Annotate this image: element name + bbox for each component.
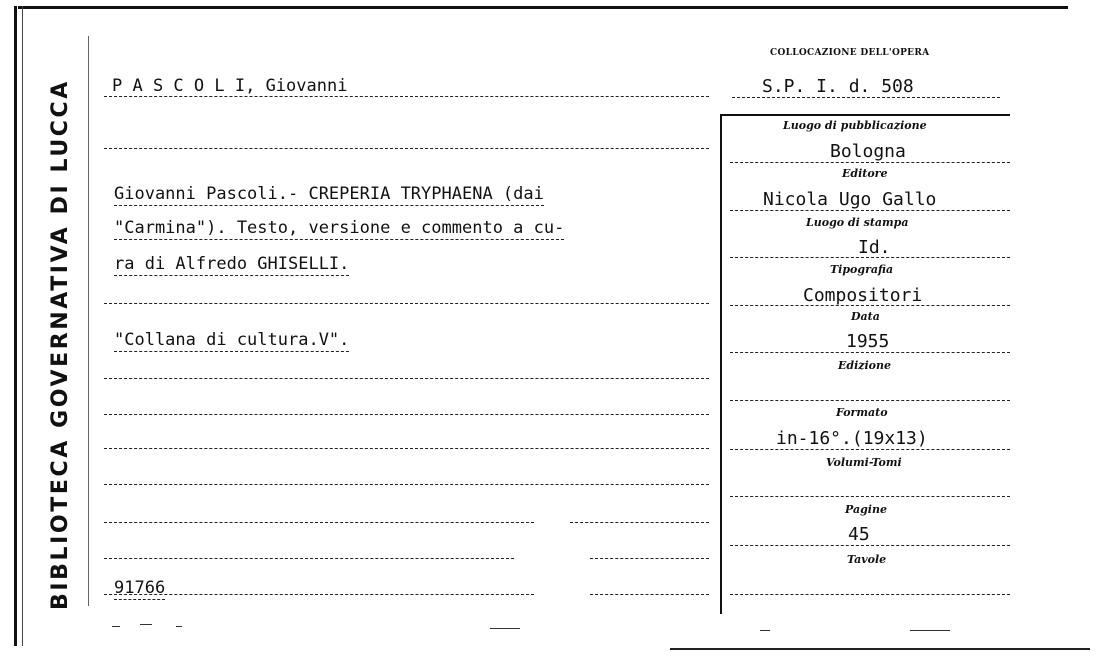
ruled-line [104, 303, 709, 304]
ruled-line [104, 594, 534, 595]
author-rule [104, 96, 709, 97]
field-value-print-place: Id. [858, 237, 891, 258]
ruled-line [104, 148, 709, 149]
bottom-mark [760, 630, 770, 631]
description-line-1: Giovanni Pascoli.- CREPERIA TRYPHAENA (dai [114, 184, 544, 204]
card-border-left-inner [22, 6, 23, 646]
field-rule [730, 594, 1010, 595]
collocation-value: S.P. I. d. 508 [762, 76, 914, 97]
bottom-mark [140, 624, 152, 625]
field-label-printer: Tipografia [830, 263, 894, 276]
author-separator: , [245, 76, 256, 96]
field-rule [730, 210, 1010, 211]
field-value-format: in-16°.(19x13) [776, 428, 928, 449]
field-rule [730, 257, 1010, 258]
field-rule [730, 449, 1010, 450]
field-value-date: 1955 [846, 331, 890, 352]
field-rule [730, 162, 1010, 163]
field-label-place: Luogo di pubblicazione [783, 119, 927, 132]
field-value-publisher: Nicola Ugo Gallo [763, 189, 937, 210]
field-label-format: Formato [836, 406, 888, 419]
field-value-printer: Compositori [803, 285, 923, 306]
field-label-plates: Tavole [847, 553, 887, 566]
field-rule [730, 400, 1010, 401]
field-label-print-place: Luogo di stampa [806, 216, 909, 229]
card-border-top [18, 6, 1068, 9]
collocation-heading: COLLOCAZIONE DELL'OPERA [770, 48, 930, 58]
publication-panel-top [720, 114, 1010, 116]
field-label-publisher: Editore [842, 167, 888, 180]
field-rule [730, 545, 1010, 546]
series-statement: "Collana di cultura.V". [114, 330, 350, 350]
field-value-pages: 45 [848, 524, 870, 545]
field-label-volumes: Volumi-Tomi [826, 456, 902, 469]
field-label-date: Data [851, 310, 880, 323]
description-line-2: "Carmina"). Testo, versione e commento a cu- [114, 218, 565, 238]
ruled-line [104, 558, 514, 559]
margin-rule [88, 36, 89, 606]
field-rule [730, 496, 1010, 497]
ruled-line [104, 484, 709, 485]
field-label-edition: Edizione [838, 359, 892, 372]
ruled-line [104, 378, 709, 379]
card-border-bottom [670, 648, 1090, 650]
ruled-line [590, 558, 709, 559]
ruled-line [104, 448, 709, 449]
author-entry [112, 76, 347, 96]
field-value-place: Bologna [830, 141, 906, 162]
publication-panel-border [720, 114, 722, 614]
collocation-rule [732, 97, 1000, 98]
ruled-line [590, 594, 709, 595]
field-label-pages: Pagine [845, 503, 887, 516]
ruled-line [104, 522, 534, 523]
author-surname: P A S C O L I [112, 76, 246, 96]
inventory-number: 91766 [114, 578, 166, 598]
author-name: Giovanni [265, 76, 348, 96]
field-rule [730, 352, 1010, 353]
ruled-line [104, 414, 709, 415]
bottom-mark [176, 626, 182, 627]
description-line-3: ra di Alfredo GHISELLI. [114, 254, 350, 274]
ruled-line [570, 522, 709, 523]
card-border-left [14, 6, 17, 646]
field-rule [730, 305, 1010, 306]
bottom-mark [910, 630, 950, 631]
library-name: BIBLIOTECA GOVERNATIVA DI LUCCA [48, 79, 73, 610]
bottom-mark [490, 628, 520, 629]
bottom-mark [112, 626, 120, 627]
